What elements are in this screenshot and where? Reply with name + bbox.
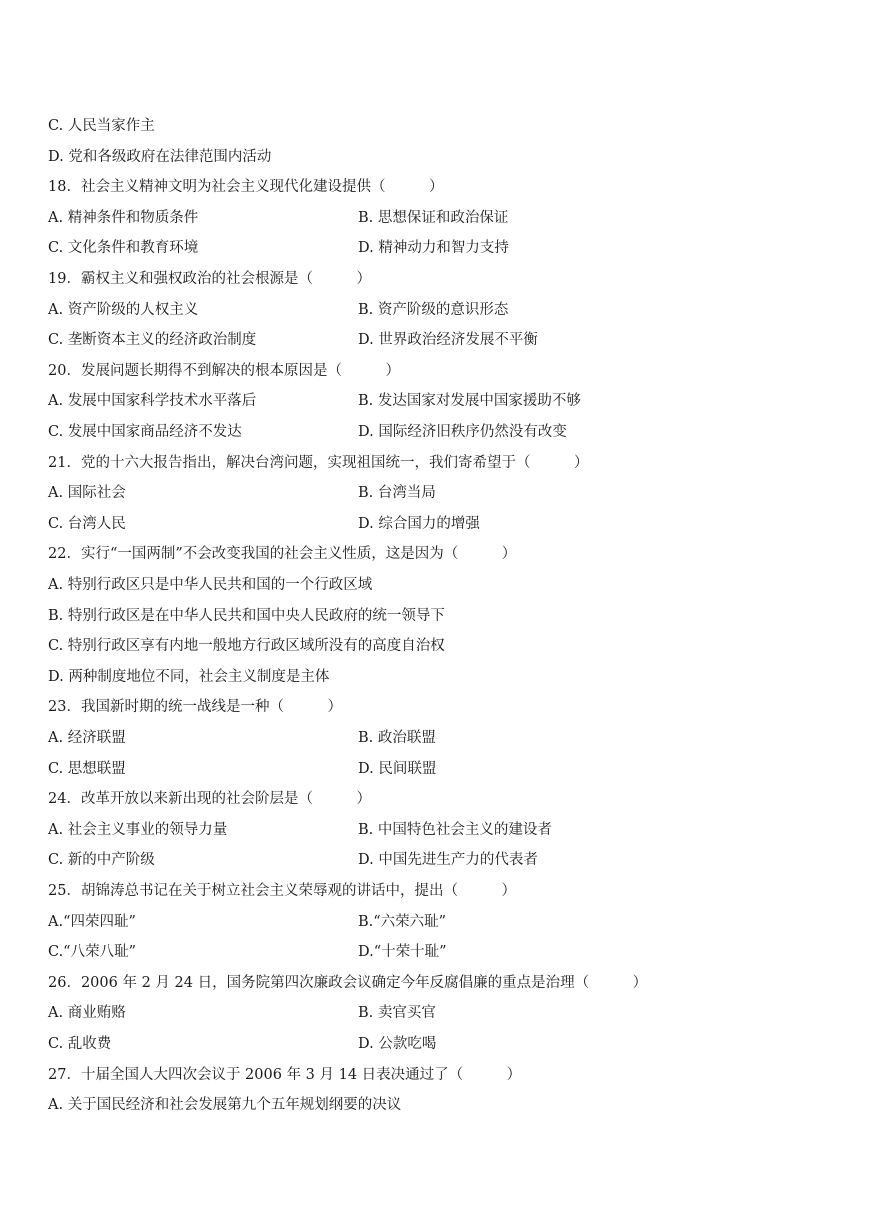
text-line bbox=[48, 111, 155, 141]
line-text: 25．胡锦涛总书记在关于树立社会主义荣辱观的讲话中，提出（ ） bbox=[48, 883, 516, 899]
line-text: A.“四荣四耻” bbox=[48, 913, 136, 930]
line-text: A. 精神条件和物质条件 bbox=[48, 209, 199, 226]
line-text: C. 文化条件和教育环境 bbox=[48, 240, 199, 257]
line-text: D. 两种制度地位不同，社会主义制度是主体 bbox=[48, 668, 330, 685]
line-text: 23．我国新时期的统一战线是一种（ ） bbox=[48, 699, 342, 716]
option-row bbox=[48, 723, 436, 753]
line-text: 24．改革开放以来新出现的社会阶层是（ ） bbox=[48, 791, 371, 808]
second-option-text: D. 民间联盟 bbox=[358, 760, 437, 777]
second-option-text: B. 发达国家对发展中国家援助不够 bbox=[358, 393, 581, 410]
line-text: A. 资产阶级的人权主义 bbox=[48, 301, 199, 318]
line-text: 21．党的十六大报告指出，解决台湾问题，实现祖国统一，我们寄希望于（ ） bbox=[48, 454, 589, 471]
line-text: C. 垄断资本主义的经济政治制度 bbox=[48, 332, 257, 349]
text-line bbox=[48, 784, 371, 814]
line-text: C. 人民当家作主 bbox=[48, 118, 155, 134]
text-line bbox=[48, 968, 647, 998]
line-text: 19．霸权主义和强权政治的社会根源是（ ） bbox=[48, 271, 371, 287]
option-row bbox=[48, 233, 509, 263]
line-text: 18．社会主义精神文明为社会主义现代化建设提供（ ） bbox=[48, 179, 444, 196]
line-text: D. 党和各级政府在法律范围内活动 bbox=[48, 148, 272, 165]
second-option-text: B.“六荣六耻” bbox=[358, 913, 447, 930]
option-row bbox=[48, 386, 581, 416]
option-row bbox=[48, 998, 436, 1028]
option-row bbox=[48, 815, 552, 845]
text-line bbox=[48, 539, 516, 569]
text-line bbox=[48, 264, 371, 294]
text-line bbox=[48, 1060, 521, 1090]
text-line bbox=[48, 142, 271, 172]
line-text: 22．实行“一国两制”不会改变我国的社会主义性质，这是因为（ ） bbox=[48, 546, 517, 563]
option-row bbox=[48, 907, 447, 937]
text-line bbox=[48, 601, 445, 631]
line-text: C. 乱收费 bbox=[48, 1036, 112, 1052]
line-text: C.“八荣八耻” bbox=[48, 944, 137, 961]
line-text: A. 商业贿赂 bbox=[48, 1005, 126, 1022]
second-option-text: B. 资产阶级的意识形态 bbox=[358, 301, 509, 318]
second-option-text: B. 中国特色社会主义的建设者 bbox=[358, 821, 552, 838]
second-option-text: D. 国际经济旧秩序仍然没有改变 bbox=[358, 424, 567, 440]
text-line bbox=[48, 692, 342, 722]
second-option-text: D. 公款吃喝 bbox=[358, 1036, 437, 1052]
text-line bbox=[48, 172, 443, 202]
line-text: C. 新的中产阶级 bbox=[48, 852, 155, 869]
line-text: A. 特别行政区只是中华人民共和国的一个行政区域 bbox=[48, 577, 373, 593]
option-row bbox=[48, 1029, 437, 1059]
line-text: A. 国际社会 bbox=[48, 485, 126, 502]
line-text: 27．十届全国人大四次会议于 2006 年 3 月 14 日表决通过了（ ） bbox=[48, 1066, 522, 1083]
second-option-text: D.“十荣十耻” bbox=[358, 944, 447, 961]
option-row bbox=[48, 295, 509, 325]
text-line bbox=[48, 631, 445, 661]
line-text: 20．发展问题长期得不到解决的根本原因是（ ） bbox=[48, 362, 400, 379]
line-text: C. 台湾人民 bbox=[48, 515, 126, 532]
second-option-text: D. 精神动力和智力支持 bbox=[358, 240, 509, 257]
line-text: A. 社会主义事业的领导力量 bbox=[48, 821, 228, 838]
line-text: C. 特别行政区享有内地一般地方行政区域所没有的高度自治权 bbox=[48, 638, 445, 655]
line-text: C. 思想联盟 bbox=[48, 760, 126, 777]
second-option-text: D. 中国先进生产力的代表者 bbox=[358, 852, 538, 869]
text-line bbox=[48, 570, 372, 600]
second-option-text: D. 世界政治经济发展不平衡 bbox=[358, 332, 538, 349]
option-row bbox=[48, 325, 538, 355]
text-line bbox=[48, 448, 588, 478]
line-text: A. 经济联盟 bbox=[48, 730, 126, 746]
option-row bbox=[48, 478, 436, 508]
option-row bbox=[48, 203, 509, 233]
line-text: 26．2006 年 2 月 24 日，国务院第四次廉政会议确定今年反腐倡廉的重点是治理（ ） bbox=[48, 974, 648, 991]
second-option-text: B. 卖官买官 bbox=[358, 1005, 436, 1022]
text-line bbox=[48, 356, 400, 386]
option-row bbox=[48, 937, 447, 967]
option-row bbox=[48, 509, 480, 539]
option-row bbox=[48, 845, 538, 875]
text-line bbox=[48, 662, 329, 692]
option-row bbox=[48, 754, 437, 784]
second-option-text: D. 综合国力的增强 bbox=[358, 515, 480, 532]
line-text: A. 关于国民经济和社会发展第九个五年规划纲要的决议 bbox=[48, 1097, 402, 1114]
second-option-text: B. 思想保证和政治保证 bbox=[358, 209, 509, 226]
line-text: C. 发展中国家商品经济不发达 bbox=[48, 424, 242, 440]
text-line bbox=[48, 876, 516, 906]
option-row bbox=[48, 417, 567, 447]
line-text: B. 特别行政区是在中华人民共和国中央人民政府的统一领导下 bbox=[48, 607, 445, 624]
text-line bbox=[48, 1090, 401, 1120]
second-option-text: B. 台湾当局 bbox=[358, 485, 436, 502]
second-option-text: B. 政治联盟 bbox=[358, 730, 436, 746]
line-text: A. 发展中国家科学技术水平落后 bbox=[48, 393, 257, 410]
